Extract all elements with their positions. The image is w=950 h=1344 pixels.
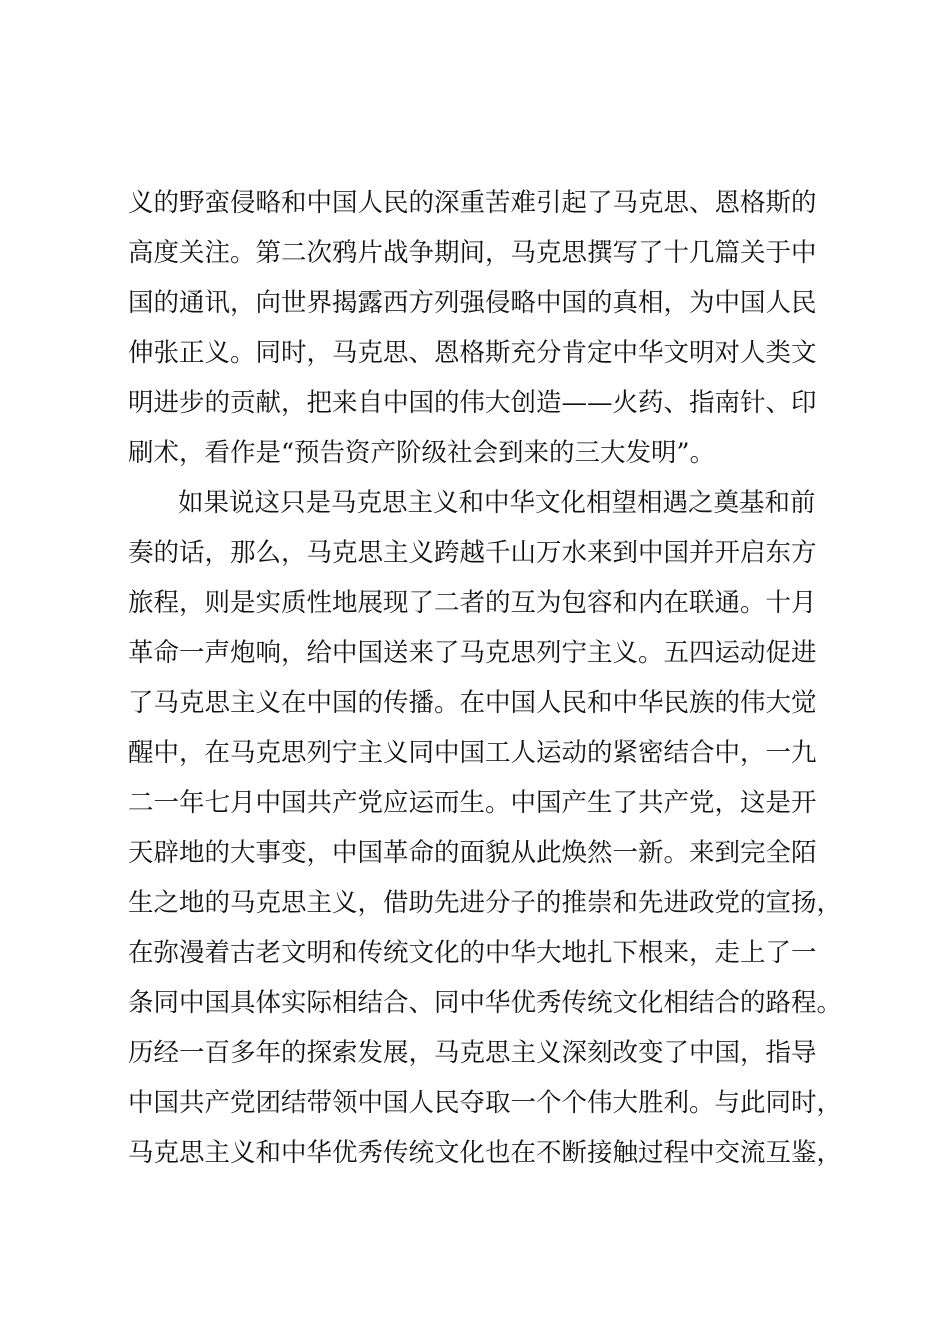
body-text (128, 178, 858, 1178)
text-line: 革命一声炮响，给中国送来了马克思列宁主义。五四运动促进 (128, 638, 817, 668)
text-line: 二一年七月中国共产党应运而生。中国产生了共产党，这是开 (128, 788, 817, 818)
text-line: 明进步的贡献，把来自中国的伟大创造——火药、指南针、印 (128, 388, 817, 418)
text-line: 旅程，则是实质性地展现了二者的互为包容和内在联通。十月 (128, 588, 817, 618)
text-line: 生之地的马克思主义，借助先进分子的推崇和先进政党的宣扬， (128, 888, 843, 918)
text-line: 天辟地的大事变，中国革命的面貌从此焕然一新。来到完全陌 (128, 838, 817, 868)
text-line: 国的通讯，向世界揭露西方列强侵略中国的真相，为中国人民 (128, 288, 817, 318)
text-line: 在弥漫着古老文明和传统文化的中华大地扎下根来，走上了一 (128, 938, 817, 968)
text-line: 奏的话，那么，马克思主义跨越千山万水来到中国并开启东方 (128, 538, 817, 568)
text-line: 历经一百多年的探索发展，马克思主义深刻改变了中国，指导 (128, 1038, 817, 1068)
text-line: 高度关注。第二次鸦片战争期间，马克思撰写了十几篇关于中 (128, 238, 817, 268)
text-line-indented: 如果说这只是马克思主义和中华文化相望相遇之奠基和前 (178, 488, 816, 518)
paragraph-2 (128, 478, 858, 1178)
text-line: 中国共产党团结带领中国人民夺取一个个伟大胜利。与此同时， (128, 1088, 843, 1118)
text-line: 马克思主义和中华优秀传统文化也在不断接触过程中交流互鉴， (128, 1138, 843, 1168)
text-line: 醒中，在马克思列宁主义同中国工人运动的紧密结合中，一九 (128, 738, 817, 768)
text-line: 了马克思主义在中国的传播。在中国人民和中华民族的伟大觉 (128, 688, 817, 718)
text-line: 条同中国具体实际相结合、同中华优秀传统文化相结合的路程。 (128, 988, 843, 1018)
paragraph-1 (128, 178, 858, 478)
text-line: 伸张正义。同时，马克思、恩格斯充分肯定中华文明对人类文 (128, 338, 817, 368)
text-line: 刷术，看作是“预告资产阶级社会到来的三大发明”。 (128, 438, 716, 468)
text-line: 义的野蛮侵略和中国人民的深重苦难引起了马克思、恩格斯的 (128, 188, 817, 218)
